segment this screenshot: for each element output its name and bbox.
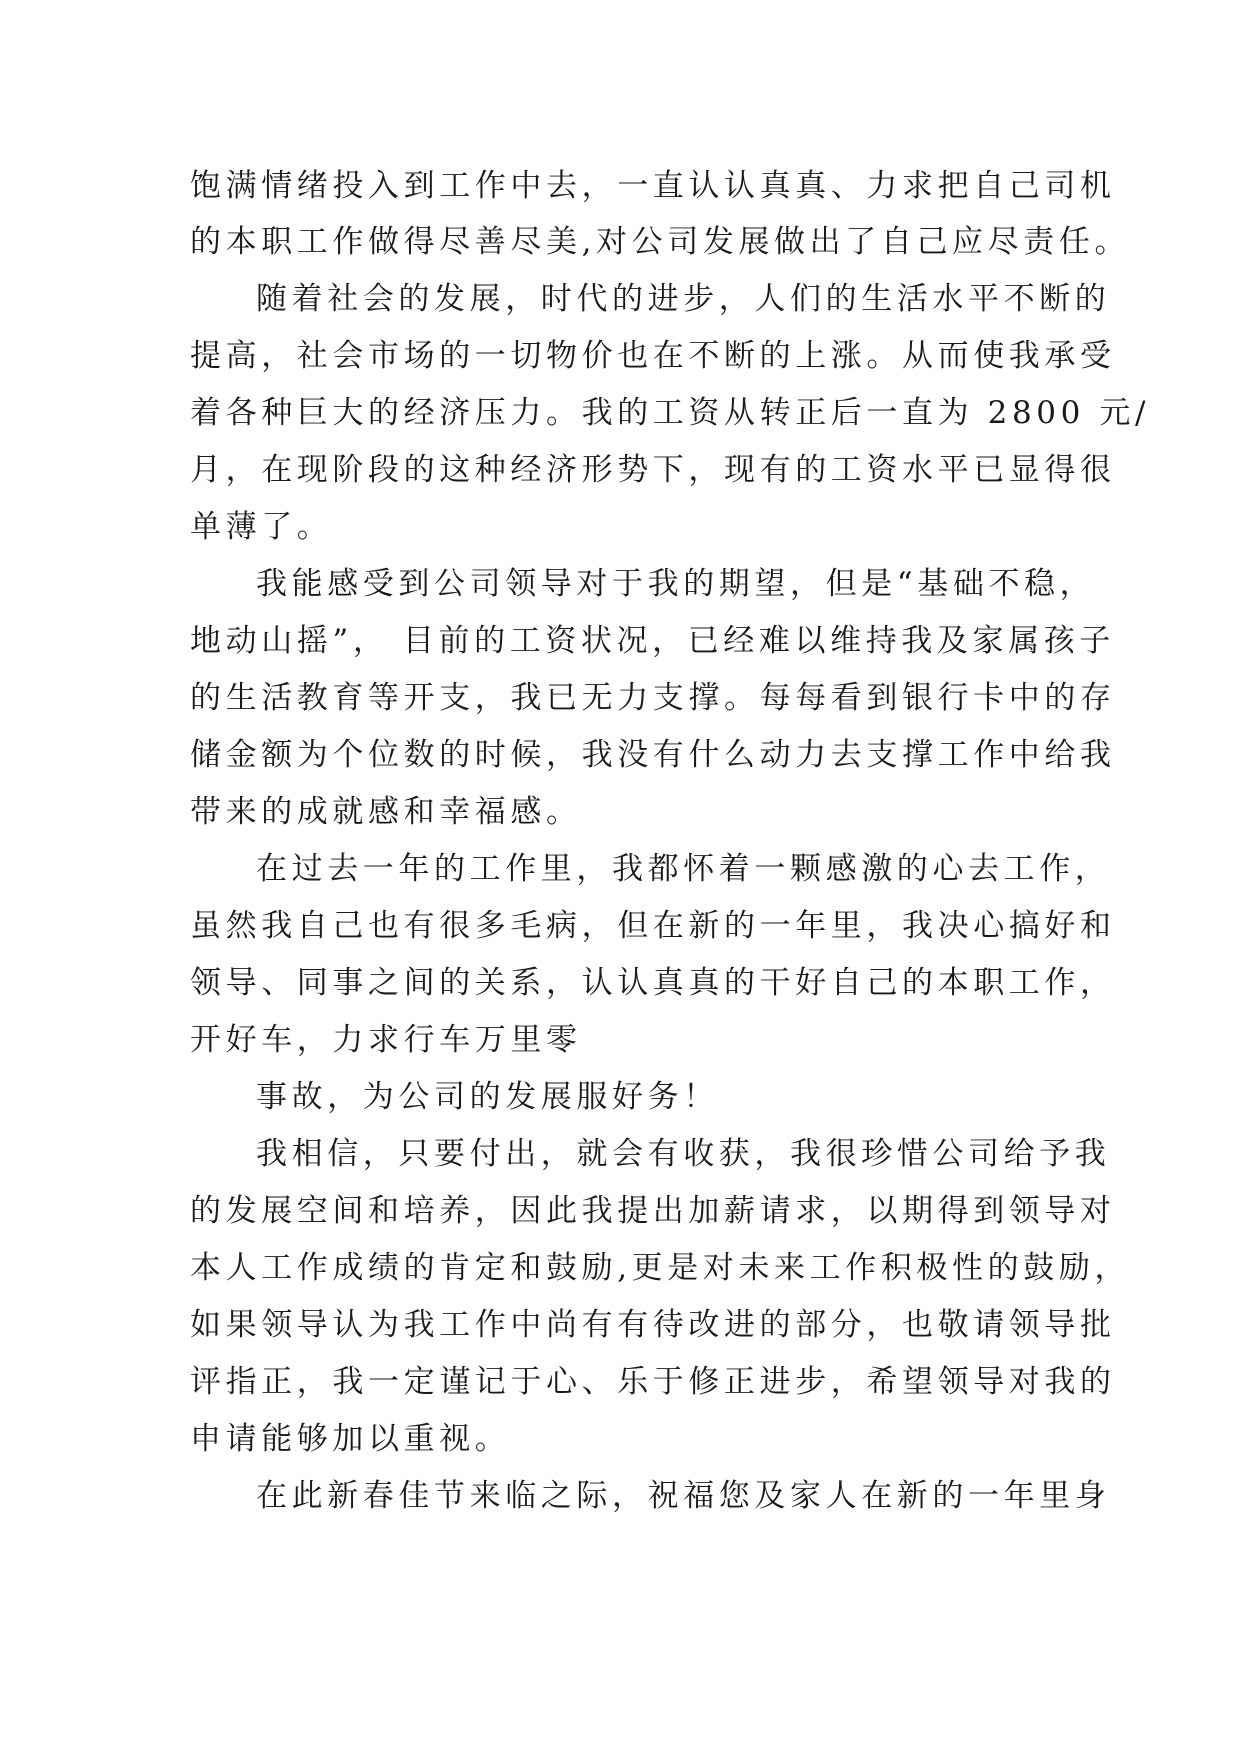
text-line: 开好车，力求行车万里零 — [190, 1022, 582, 1058]
text-line: 储金额为个位数的时候，我没有什么动力去支撑工作中给我 — [190, 737, 1116, 773]
text-line: 的本职工作做得尽善尽美,对公司发展做出了自己应尽责任。 — [190, 224, 1131, 260]
text-line: 月，在现阶段的这种经济形势下，现有的工资水平已显得很 — [190, 452, 1116, 488]
paragraph-start-line: 我相信，只要付出，就会有收获，我很珍惜公司给予我 — [256, 1136, 1111, 1172]
text-line: 虽然我自己也有很多毛病，但在新的一年里，我决心搞好和 — [190, 908, 1116, 944]
text-line: 评指正，我一定谨记于心、乐于修正进步，希望领导对我的 — [190, 1364, 1116, 1400]
text-line: 本人工作成绩的肯定和鼓励,更是对未来工作积极性的鼓励， — [190, 1250, 1131, 1286]
text-line: 带来的成就感和幸福感。 — [190, 794, 582, 830]
paragraph-start-line: 在过去一年的工作里，我都怀着一颗感激的心去工作， — [256, 851, 1111, 887]
text-line: 提高，社会市场的一切物价也在不断的上涨。从而使我承受 — [190, 338, 1116, 374]
text-line: 着各种巨大的经济压力。我的工资从转正后一直为 2800 元/ — [190, 395, 1151, 431]
paragraph-start-line: 在此新春佳节来临之际，祝福您及家人在新的一年里身 — [256, 1478, 1111, 1514]
text-line: 申请能够加以重视。 — [190, 1421, 511, 1457]
text-line: 领导、同事之间的关系，认认真真的干好自己的本职工作， — [190, 965, 1116, 1001]
text-line: 的生活教育等开支，我已无力支撑。每每看到银行卡中的存 — [190, 680, 1116, 716]
text-line: 单薄了。 — [190, 509, 333, 545]
text-line: 地动山摇”， 目前的工资状况，已经难以维持我及家属孩子 — [190, 623, 1115, 659]
paragraph-start-line: 随着社会的发展，时代的进步，人们的生活水平不断的 — [256, 281, 1111, 317]
text-line: 的发展空间和培养，因此我提出加薪请求，以期得到领导对 — [190, 1193, 1116, 1229]
paragraph-start-line: 事故，为公司的发展服好务！ — [256, 1079, 719, 1115]
paragraph-start-line: 我能感受到公司领导对于我的期望，但是“基础不稳， — [256, 566, 1096, 602]
text-line: 饱满情绪投入到工作中去，一直认认真真、力求把自己司机 — [190, 168, 1116, 204]
text-line: 如果领导认为我工作中尚有有待改进的部分，也敬请领导批 — [190, 1307, 1116, 1343]
